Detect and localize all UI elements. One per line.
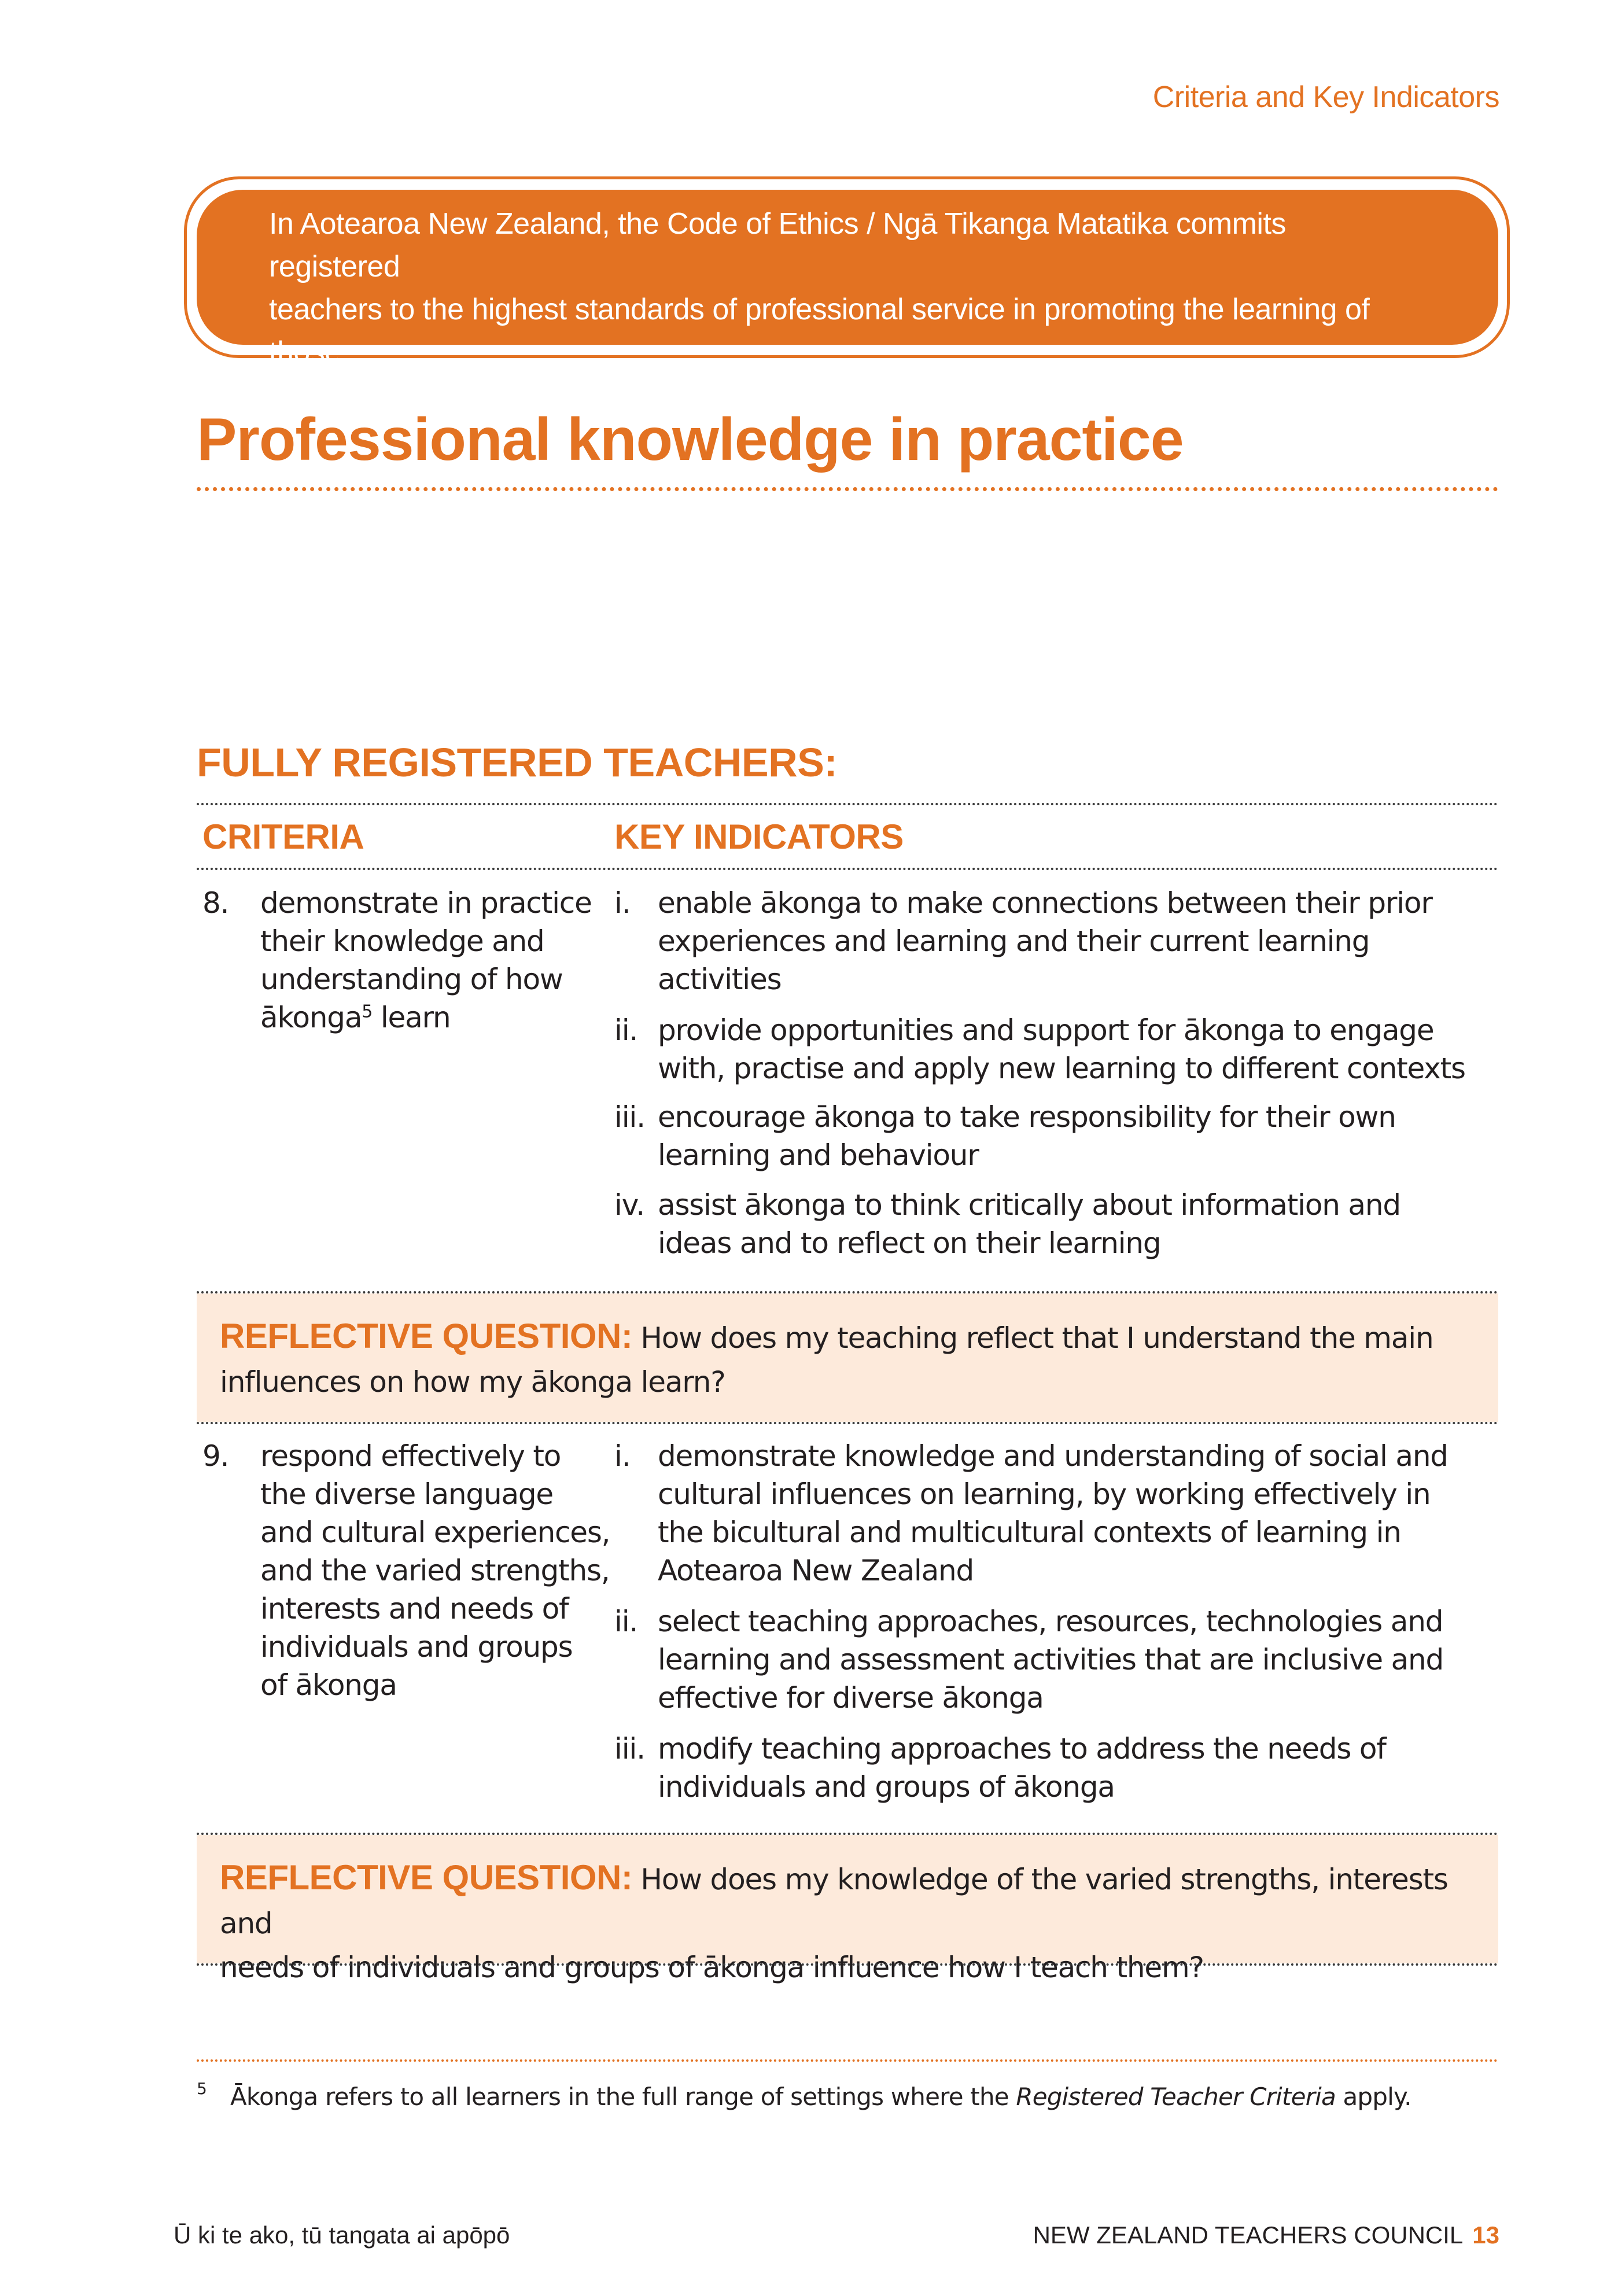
indicator-line: provide opportunities and support for ākonga to engage: [658, 1014, 1434, 1047]
criterion-line: and the varied strengths,: [260, 1554, 610, 1587]
criterion-9: [202, 1437, 610, 1715]
section-label: Criteria and Key Indicators: [1152, 80, 1499, 114]
footnote-text-part: apply.: [1335, 2083, 1411, 2111]
reflective-line: [220, 1314, 1481, 1360]
criterion-number: 9.: [202, 1439, 229, 1473]
page-title: Professional knowledge in practice: [197, 406, 1184, 473]
footer-motto: Ū ki te ako, tū tangata ai apōpō: [174, 2221, 510, 2249]
indicator-line: activities: [658, 963, 782, 996]
criterion-line: demonstrate in practice: [260, 886, 592, 920]
footer-org: [1033, 2221, 1499, 2249]
divider: [197, 1422, 1498, 1424]
column-heading-indicators: KEY INDICATORS: [614, 817, 904, 856]
criterion-line: understanding of how: [260, 963, 563, 996]
reflective-line: influences on how my ākonga learn?: [220, 1365, 725, 1399]
criterion-line: their knowledge and: [260, 924, 544, 958]
indicator-text: [658, 1098, 1549, 1174]
reflective-label: REFLECTIVE QUESTION:: [220, 1317, 633, 1355]
indicator-text: [658, 1602, 1549, 1717]
footnote-divider: [197, 2059, 1498, 2062]
indicator-line: learning and assessment activities that are inclusive and: [658, 1643, 1444, 1676]
indicator: [614, 884, 1505, 1000]
criterion-line-text: learn: [372, 1001, 451, 1034]
indicator-line: effective for diverse ākonga: [658, 1681, 1044, 1715]
criterion-text: [260, 884, 613, 1037]
indicator-line: select teaching approaches, resources, technologies and: [658, 1605, 1443, 1638]
indicator-line: individuals and groups of ākonga: [658, 1770, 1115, 1804]
indicator-line: the bicultural and multicultural contexts of learning in: [658, 1516, 1401, 1549]
indicator: [614, 1437, 1505, 1593]
criterion-line: individuals and groups: [260, 1630, 573, 1664]
indicator-number: i.: [614, 1439, 631, 1473]
indicator-text: [658, 1730, 1549, 1806]
indicator-text: [658, 884, 1549, 998]
callout-line: they teach.: [269, 378, 413, 412]
reflective-line: needs of individuals and groups of ākonga influence how I teach them?: [220, 1951, 1204, 1984]
indicator-text: [658, 1437, 1549, 1590]
criterion-text: [260, 1437, 613, 1704]
callout-line: In Aotearoa New Zealand, the Code of Ethics / Ngā Tikanga Matatika commits registered: [269, 207, 1286, 283]
indicator-line: with, practise and apply new learning to different contexts: [658, 1052, 1465, 1085]
reflective-line: [220, 1856, 1481, 1945]
footnote-number: 5: [197, 2079, 207, 2098]
callout-text: [269, 202, 1420, 417]
indicator-line: ideas and to reflect on their learning: [658, 1226, 1161, 1260]
indicator-line: cultural influences on learning, by working effectively in: [658, 1477, 1431, 1511]
reflective-text: How does my teaching reflect that I understand the main: [640, 1321, 1433, 1355]
indicator-line: experiences and learning and their current learning: [658, 924, 1370, 958]
indicator-line: modify teaching approaches to address the needs of: [658, 1732, 1386, 1766]
indicator-text: [658, 1186, 1549, 1262]
criterion-line: [260, 998, 613, 1037]
section-heading: FULLY REGISTERED TEACHERS:: [197, 740, 838, 785]
page-number: 13: [1472, 2221, 1499, 2249]
criterion-line: and cultural experiences,: [260, 1516, 610, 1549]
indicator: [614, 1730, 1505, 1811]
indicator-line: learning and behaviour: [658, 1138, 979, 1172]
footer-org-name: NEW ZEALAND TEACHERS COUNCIL: [1033, 2221, 1464, 2249]
indicator-line: Aotearoa New Zealand: [658, 1554, 974, 1587]
indicator-number: ii.: [614, 1014, 638, 1047]
reflective-question-box: [197, 1293, 1498, 1422]
criterion-number: 8.: [202, 886, 229, 920]
indicator: [614, 1602, 1505, 1718]
callout-line: teachers to the highest standards of professional service in promoting the learning of those: [269, 293, 1370, 369]
reflective-label: REFLECTIVE QUESTION:: [220, 1858, 633, 1897]
indicator-line: encourage ākonga to take responsibility for their own: [658, 1100, 1396, 1134]
indicator-number: iii.: [614, 1732, 645, 1766]
title-divider: [197, 487, 1498, 491]
footnote-italic: Registered Teacher Criteria: [1016, 2083, 1336, 2111]
indicator-number: iv.: [614, 1188, 644, 1222]
divider: [197, 1963, 1498, 1966]
criterion-8: [202, 884, 607, 1115]
footnote-text: [230, 2083, 1411, 2111]
reflective-question-box: [197, 1835, 1498, 1984]
criterion-line: of ākonga: [260, 1668, 397, 1702]
footnote-text-part: Ākonga refers to all learners in the full range of settings where the: [230, 2083, 1016, 2111]
indicator-text: [658, 1011, 1549, 1088]
footnote: [197, 2079, 1498, 2117]
indicator-number: i.: [614, 886, 631, 920]
indicator-number: iii.: [614, 1100, 645, 1134]
criterion-line-text: ākonga: [260, 1001, 362, 1034]
divider: [197, 868, 1498, 870]
criterion-line: respond effectively to: [260, 1439, 561, 1473]
reflective-question: [220, 1314, 1481, 1404]
divider: [197, 803, 1498, 805]
indicator-line: enable ākonga to make connections between their prior: [658, 886, 1432, 920]
reflective-text: How does my knowledge of the varied strengths, interests and: [220, 1863, 1448, 1940]
indicator-number: ii.: [614, 1605, 638, 1638]
column-heading-criteria: CRITERIA: [202, 817, 364, 856]
indicator-line: assist ākonga to think critically about information and: [658, 1188, 1400, 1222]
indicator: [614, 1186, 1505, 1267]
footnote-ref: 5: [362, 1001, 373, 1022]
criterion-line: the diverse language: [260, 1477, 553, 1511]
indicator: [614, 1098, 1505, 1179]
indicator-line: demonstrate knowledge and understanding of social and: [658, 1439, 1448, 1473]
indicator: [614, 1011, 1505, 1092]
reflective-question: [220, 1856, 1481, 1989]
criterion-line: interests and needs of: [260, 1592, 569, 1626]
